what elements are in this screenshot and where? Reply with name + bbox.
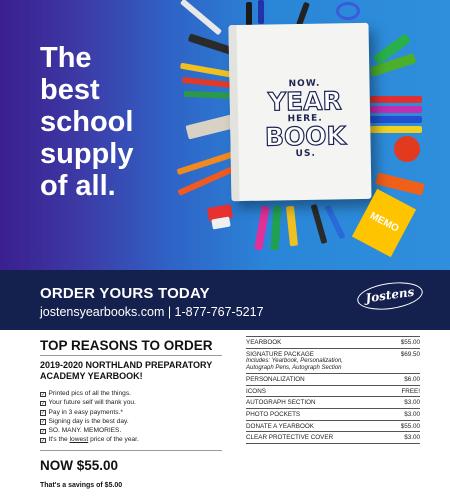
highlighter-shape xyxy=(254,206,270,251)
list-item xyxy=(40,389,230,398)
marker-shape xyxy=(370,126,422,133)
reasons-title: TOP REASONS TO ORDER xyxy=(40,338,213,353)
item-label: CLEAR PROTECTIVE COVER xyxy=(246,434,334,442)
yarn-ball-shape xyxy=(394,136,420,162)
list-item xyxy=(40,417,230,426)
list-item xyxy=(40,398,230,407)
headline-line: best xyxy=(40,74,100,106)
table-row xyxy=(246,373,420,385)
reasons-subtitle: 2019-2020 NORTHLAND PREPARATORY ACADEMY YEARBOOK! xyxy=(40,360,213,381)
cover-line-year: YEAR xyxy=(267,86,342,117)
item-label: ICONS xyxy=(246,387,266,395)
item-description: Includes: Yearbook, Personalization, Autograph Pens, Autograph Section xyxy=(246,358,343,372)
pencil-shape xyxy=(296,2,310,27)
hero-headline xyxy=(40,42,190,202)
pencil-shape xyxy=(180,0,222,35)
reasons-list xyxy=(40,389,230,445)
headline-line: supply xyxy=(40,138,134,170)
jostens-logo: Jostens xyxy=(356,279,425,314)
banner-contact[interactable]: jostensyearbooks.com | 1-877-767-5217 xyxy=(40,305,264,319)
headline-line: school xyxy=(40,106,134,138)
divider xyxy=(40,450,222,451)
scissors-shape xyxy=(336,2,360,20)
reason-text: Printed pics of all the things. xyxy=(48,390,131,397)
pen-shape xyxy=(324,205,345,240)
savings-text: That's a savings of $5.00 xyxy=(40,482,123,489)
item-price: $3.00 xyxy=(404,399,420,407)
cover-line-now: NOW. xyxy=(288,78,321,90)
item-label: SIGNATURE PACKAGE xyxy=(246,350,314,358)
emphasis-word: lowest xyxy=(69,436,89,444)
item-price: $55.00 xyxy=(400,422,420,430)
checkbox-icon: ✓ xyxy=(41,419,46,426)
item-label: PHOTO POCKETS xyxy=(246,410,301,418)
list-item xyxy=(40,408,230,417)
item-price: $3.00 xyxy=(404,434,420,442)
table-row xyxy=(246,348,420,374)
highlighter-shape xyxy=(286,206,298,247)
reason-text: SO. MANY. MEMORIES. xyxy=(48,427,122,435)
marker-shape xyxy=(370,116,422,123)
price-table xyxy=(246,336,420,444)
book-cover-text xyxy=(249,78,360,161)
cover-line-here: HERE. xyxy=(287,113,323,125)
table-row xyxy=(246,396,420,408)
price-now: NOW $55.00 xyxy=(40,458,119,473)
headline-line: The xyxy=(40,42,92,74)
reason-text: Signing day is the best day. xyxy=(48,417,129,425)
cover-line-us: US. xyxy=(295,148,316,160)
item-price: $55.00 xyxy=(400,339,420,346)
item-label: YEARBOOK xyxy=(246,339,282,346)
marker-shape xyxy=(370,96,422,103)
pen-shape xyxy=(258,0,264,24)
checkbox-icon: ✓ xyxy=(41,391,46,398)
marker-shape xyxy=(188,33,232,54)
marker-shape xyxy=(370,106,422,113)
table-row xyxy=(246,336,420,348)
item-label: DONATE A YEARBOOK xyxy=(246,422,315,430)
highlighter-shape xyxy=(270,206,281,250)
checkbox-icon: ✓ xyxy=(41,400,46,407)
table-row xyxy=(246,431,420,444)
item-price: FREE! xyxy=(401,387,420,395)
list-item xyxy=(40,426,230,435)
reason-text: Your future self will thank you. xyxy=(48,399,136,407)
cover-line-book: BOOK xyxy=(264,121,347,152)
item-price: $6.00 xyxy=(404,376,420,384)
table-row xyxy=(246,420,420,432)
checkbox-icon: ✓ xyxy=(41,410,46,417)
checkbox-icon: ✓ xyxy=(41,428,46,435)
item-label: AUTOGRAPH SECTION xyxy=(246,399,316,407)
table-row xyxy=(246,408,420,420)
divider xyxy=(40,355,222,356)
list-item xyxy=(40,435,230,444)
item-label: PERSONALIZATION xyxy=(246,376,305,384)
eraser-shape xyxy=(211,217,230,230)
checkbox-icon: ✓ xyxy=(41,437,46,444)
item-price: $3.00 xyxy=(404,410,420,418)
headline-line: of all. xyxy=(40,170,116,202)
table-row xyxy=(246,385,420,397)
reason-text: Pay in 3 easy payments.* xyxy=(48,408,123,416)
banner-title: ORDER YOURS TODAY xyxy=(40,285,210,302)
book-spine xyxy=(228,25,239,201)
yearbook-cover xyxy=(228,23,371,201)
item-price: $69.50 xyxy=(400,350,420,358)
memo-pad: MEMO xyxy=(352,189,416,257)
reason-text: It's the lowest price of the year. xyxy=(48,436,139,444)
